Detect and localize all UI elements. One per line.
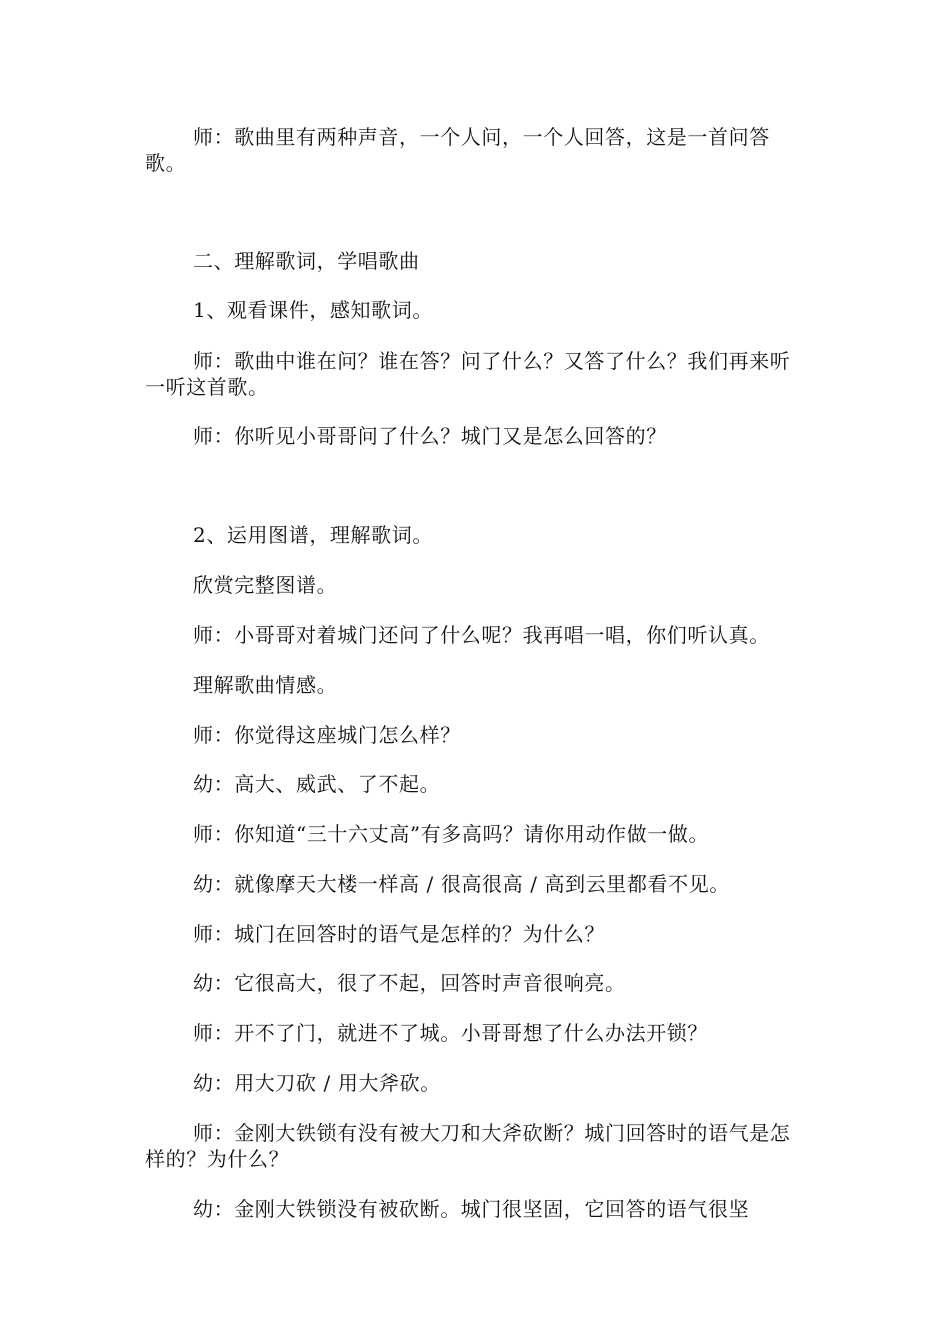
paragraph-9: 师：你知道“三十六丈高”有多高吗？请你用动作做一做。 [193,822,710,846]
paragraph-12: 幼：它很高大，很了不起，回答时声音很响亮。 [193,971,626,995]
paragraph-3: 师：你听见小哥哥问了什么？城门又是怎么回答的？ [193,424,667,448]
paragraph-5: 师：小哥哥对着城门还问了什么呢？我再唱一唱，你们听认真。 [193,623,770,647]
paragraph-4: 欣赏完整图谱。 [193,573,338,597]
subheading-2: 2、运用图谱，理解歌词。 [193,523,433,547]
subheading-1: 1、观看课件，感知歌词。 [193,298,433,322]
paragraph-6: 理解歌曲情感。 [193,673,338,697]
paragraph-16: 幼：金刚大铁锁没有被砍断。城门很坚固，它回答的语气很坚 [193,1197,750,1221]
paragraph-1: 师：歌曲里有两种声音，一个人问，一个人回答，这是一首问答歌。 [145,125,770,175]
paragraph-10: 幼：就像摩天大楼一样高 / 很高很高 / 高到云里都看不见。 [193,872,730,896]
paragraph-15: 师：金刚大铁锁有没有被大刀和大斧砍断？城门回答时的语气是怎样的？为什么？ [145,1121,791,1171]
paragraph-11: 师：城门在回答时的语气是怎样的？为什么？ [193,922,605,946]
paragraph-8: 幼：高大、威武、了不起。 [193,772,441,796]
section-heading-2: 二、理解歌词，学唱歌曲 [193,249,420,273]
paragraph-14: 幼：用大刀砍 / 用大斧砍。 [193,1071,441,1095]
paragraph-7: 师：你觉得这座城门怎么样？ [193,723,461,747]
paragraph-2: 师：歌曲中谁在问？谁在答？问了什么？又答了什么？我们再来听一听这首歌。 [145,349,791,399]
paragraph-13: 师：开不了门，就进不了城。小哥哥想了什么办法开锁？ [193,1021,708,1045]
